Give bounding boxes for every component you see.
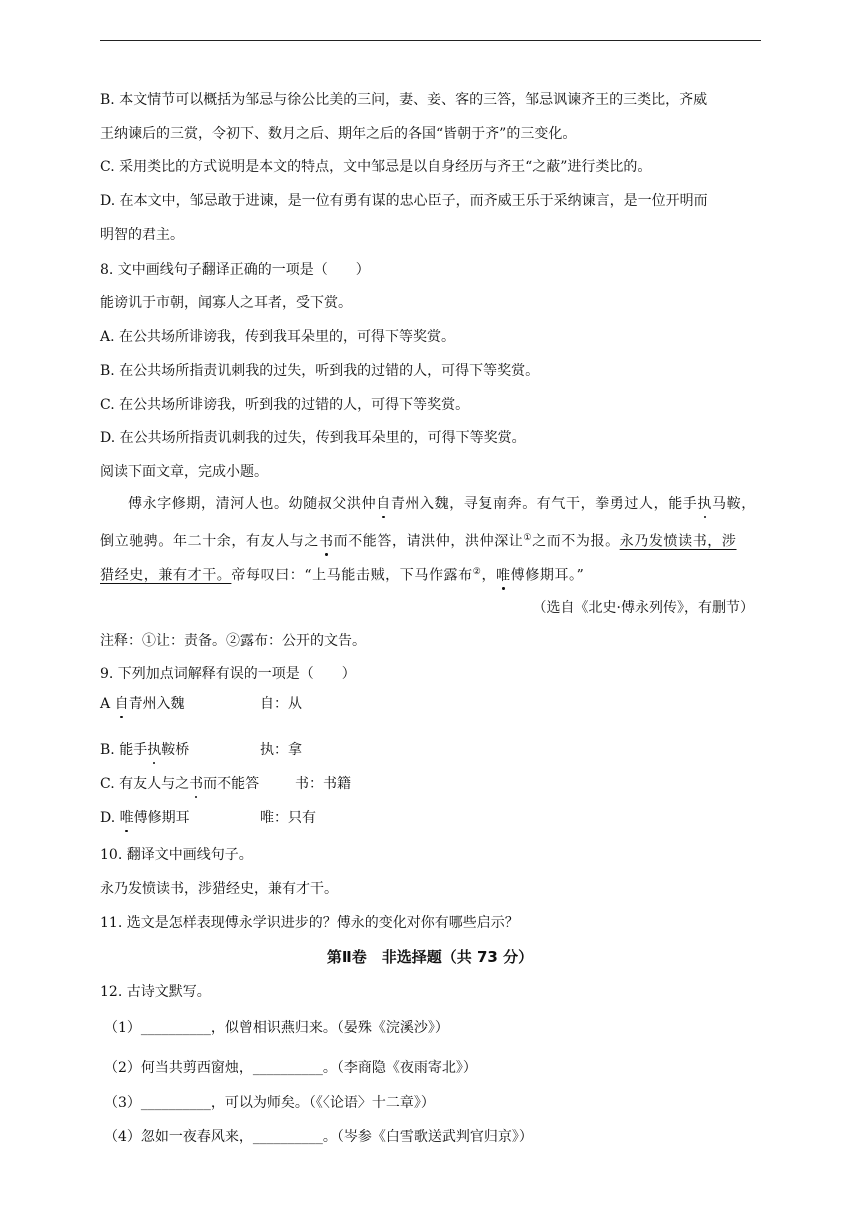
q9-option-c-explanation: 书：书籍	[295, 776, 351, 792]
passage-line2: 倒立驰骋。年二十余，有友人与之书而不能答，请洪仲，洪仲深让①之而不为报。永乃发愤读书，涉	[100, 533, 737, 550]
q9-option-d: D. 唯傅修期耳 唯：只有	[100, 810, 316, 826]
dotted-char: 自	[376, 496, 391, 512]
q7-option-c: C. 采用类比的方式说明是本文的特点，文中邹忌是以自身经历与齐王“之蔽”进行类比的。	[100, 159, 652, 175]
header-rule	[100, 40, 761, 41]
section-title: 第Ⅱ卷 非选择题（共 73 分）	[326, 948, 534, 966]
q10-sentence: 永乃发愤读书，涉猎经史，兼有才干。	[100, 881, 338, 897]
q12-item-4: （4）忽如一夜春风来，__________。（岑参《白雪歌送武判官归京》）	[104, 1129, 533, 1145]
dotted-char: 执	[697, 496, 713, 512]
q9-option-b-explanation: 执：拿	[260, 742, 302, 758]
q8-option-c: C. 在公共场所诽谤我，听到我的过错的人，可得下等奖赏。	[100, 397, 470, 413]
q12-item-2: （2）何当共剪西窗烛，__________。（李商隐《夜雨寄北》）	[104, 1060, 477, 1076]
passage-notes: 注释：①让：责备。②露布：公开的文告。	[100, 633, 366, 649]
underlined-sentence: 永乃发愤读书，涉	[619, 533, 737, 550]
q9-option-c: C. 有友人与之书而不能答 书：书籍	[100, 776, 351, 792]
q12-item-3: （3）__________，可以为师矣。（《〈论语〉十二章》）	[104, 1095, 435, 1111]
q9-option-a-explanation: 自：从	[260, 696, 302, 712]
dotted-char: 唯	[496, 567, 511, 584]
dotted-char: 自	[114, 696, 129, 712]
passage-line3: 猎经史，兼有才干。帝每叹曰：“上马能击贼，下马作露布②，唯傅修期耳。”	[100, 567, 585, 584]
q9-option-d-explanation: 唯：只有	[260, 810, 316, 826]
q12-item-1: （1）__________，似曾相识燕归来。（晏殊《浣溪沙》）	[104, 1020, 449, 1036]
passage-line1: 傅永字修期，清河人也。幼随叔父洪仲自青州入魏，寻复南奔。有气干，拳勇过人，能手执马鞍，	[128, 496, 756, 512]
q9-stem: 9. 下列加点词解释有误的一项是（ ）	[100, 666, 356, 682]
q8-option-b: B. 在公共场所指责讥刺我的过失，听到我的过错的人，可得下等奖赏。	[100, 363, 540, 379]
dotted-char: 执	[147, 742, 162, 758]
dotted-char: 书	[319, 533, 334, 550]
q8-sentence: 能谤讥于市朝，闻寡人之耳者，受下赏。	[100, 295, 352, 311]
q8-option-a: A. 在公共场所诽谤我，传到我耳朵里的，可得下等奖赏。	[100, 329, 456, 345]
q8-option-d: D. 在公共场所指责讥刺我的过失，传到我耳朵里的，可得下等奖赏。	[100, 430, 526, 446]
q7-option-d-line1: D. 在本文中，邹忌敢于进谏，是一位有勇有谋的忠心臣子，而齐威王乐于采纳谏言，是一位开明而	[100, 193, 708, 209]
q11-stem: 11. 选文是怎样表现傅永学识进步的？傅永的变化对你有哪些启示？	[100, 915, 519, 931]
q7-option-b-line1: B. 本文情节可以概括为邹忌与徐公比美的三问，妻、妾、客的三答，邹忌讽谏齐王的三类比，齐威	[100, 92, 708, 108]
underlined-sentence: 猎经史，兼有才干。	[100, 567, 232, 584]
footnote-marker: ①	[523, 533, 533, 543]
q7-option-b-line2: 王纳谏后的三赏，令初下、数月之后、期年之后的各国“皆朝于齐”的三变化。	[100, 126, 577, 142]
dotted-char: 唯	[119, 810, 134, 826]
q10-stem: 10. 翻译文中画线句子。	[100, 847, 253, 863]
dotted-char: 书	[189, 776, 204, 792]
reading-intro: 阅读下面文章，完成小题。	[100, 464, 268, 480]
q9-option-b: B. 能手执鞍桥 执：拿	[100, 742, 302, 758]
q12-stem: 12. 古诗文默写。	[100, 984, 211, 1000]
q9-option-a: A 自青州入魏 自：从	[100, 696, 302, 712]
footnote-marker: ②	[472, 567, 482, 577]
q8-stem: 8. 文中画线句子翻译正确的一项是（ ）	[100, 262, 370, 278]
q7-option-d-line2: 明智的君主。	[100, 227, 184, 243]
passage-source: （选自《北史·傅永列传》，有删节）	[532, 600, 754, 616]
